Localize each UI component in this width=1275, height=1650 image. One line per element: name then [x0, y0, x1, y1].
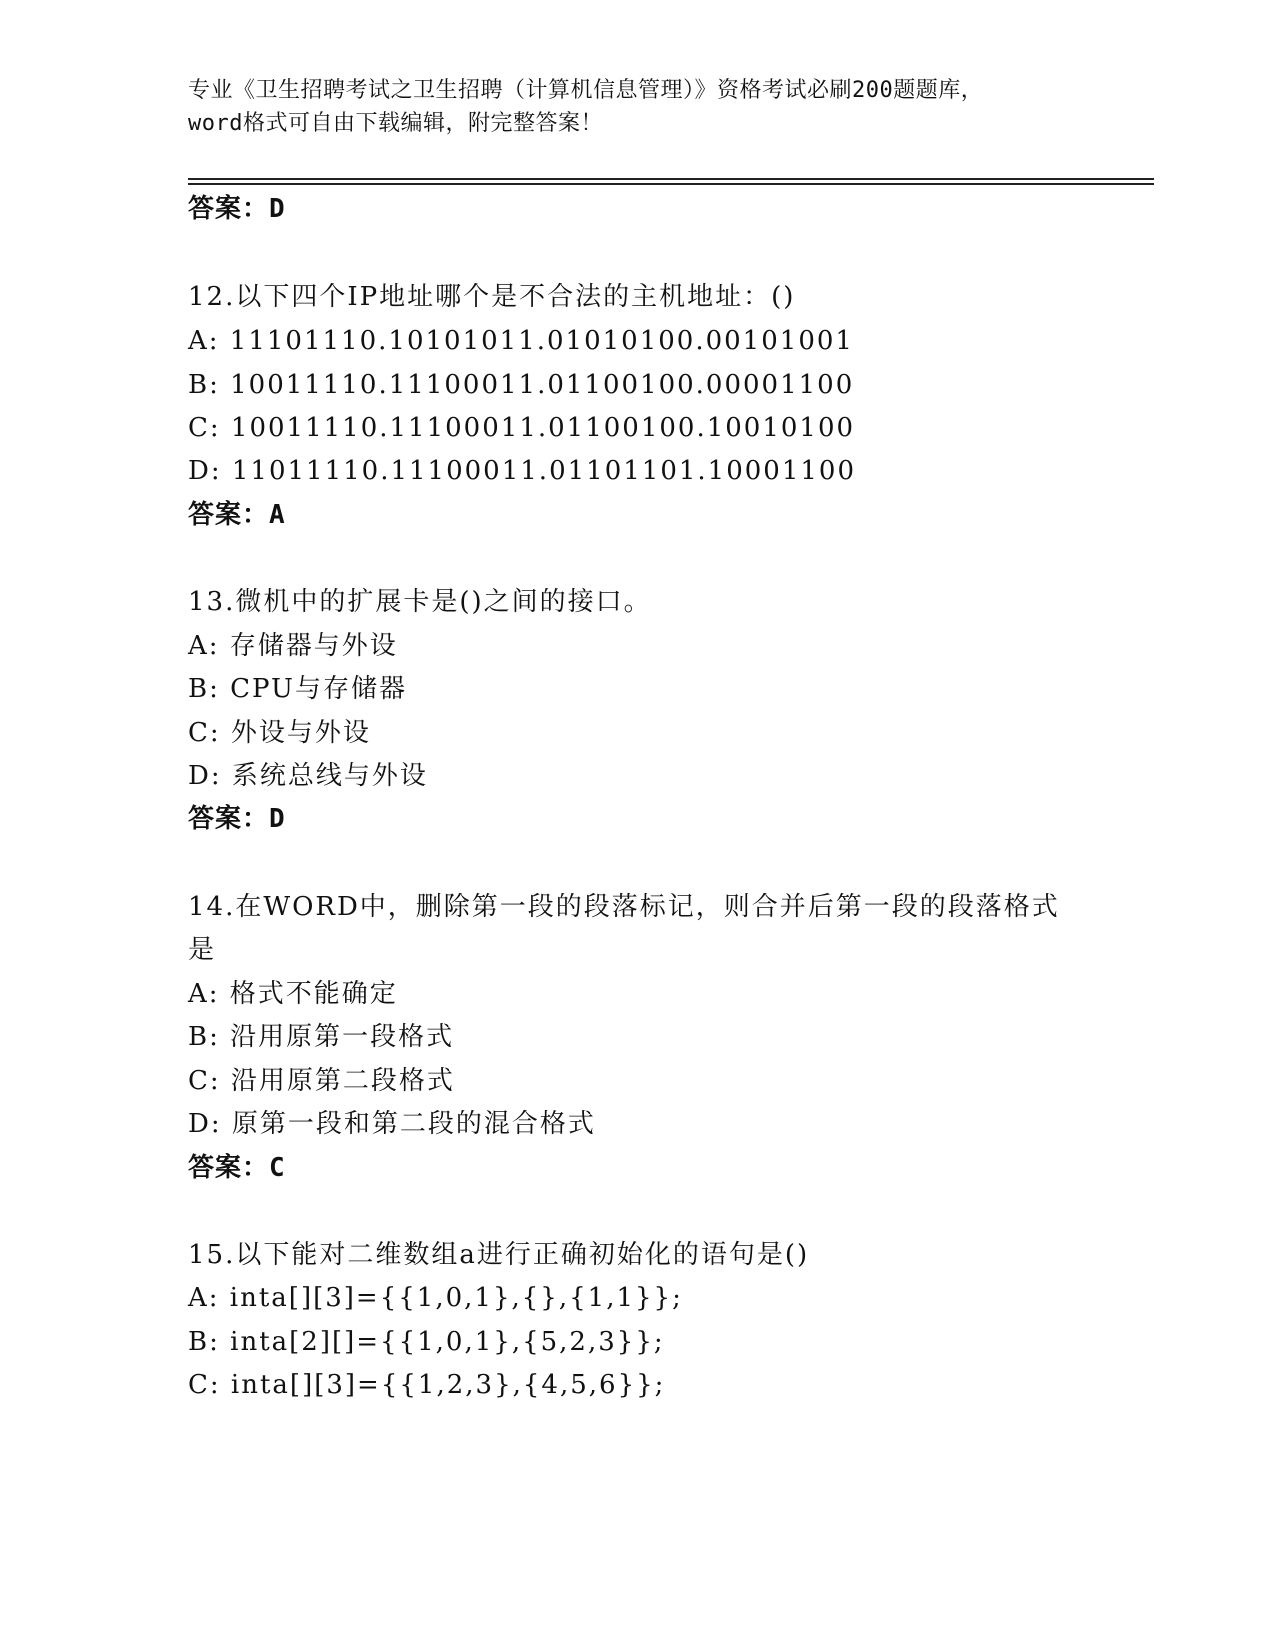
q13-option-c: C: 外设与外设: [188, 718, 371, 748]
q15-option-a: A: inta[][3]={{1,0,1},{},{1,1}};: [188, 1283, 683, 1313]
q12-answer: 答案：A: [188, 500, 286, 530]
header-rule-bottom: [188, 183, 1154, 185]
q13-stem: 13.微机中的扩展卡是()之间的接口。: [188, 587, 652, 617]
q13-option-b: B: CPU与存储器: [188, 674, 407, 704]
q15-option-c: C: inta[][3]={{1,2,3},{4,5,6}};: [188, 1370, 666, 1400]
q14-stem-line-1: 14.在WORD中，删除第一段的段落标记，则合并后第一段的段落格式: [188, 892, 1060, 922]
q13-option-d: D: 系统总线与外设: [188, 761, 428, 791]
q13-answer: 答案：D: [188, 804, 286, 834]
q15-stem: 15.以下能对二维数组a进行正确初始化的语句是(): [188, 1240, 810, 1270]
q12-option-a: A: 11101110.10101011.01010100.00101001: [188, 326, 854, 356]
q12-stem: 12.以下四个IP地址哪个是不合法的主机地址：(): [188, 282, 796, 312]
q11-answer: 答案：D: [188, 194, 286, 224]
q14-option-d: D: 原第一段和第二段的混合格式: [188, 1109, 596, 1139]
header-line-1: 专业《卫生招聘考试之卫生招聘（计算机信息管理）》资格考试必刷200题题库，: [188, 78, 984, 103]
q12-option-c: C: 10011110.11100011.01100100.10010100: [188, 413, 856, 443]
header-line-2: word格式可自由下载编辑，附完整答案！: [188, 111, 603, 136]
q15-option-b: B: inta[2][]={{1,0,1},{5,2,3}};: [188, 1327, 665, 1357]
document-header: [188, 74, 1088, 140]
q12-option-b: B: 10011110.11100011.01100100.00001100: [188, 370, 855, 400]
q14-option-b: B: 沿用原第一段格式: [188, 1022, 455, 1052]
header-rule-top: [188, 178, 1154, 180]
q13-option-a: A: 存储器与外设: [188, 631, 398, 661]
q14-stem-line-2: 是: [188, 935, 217, 965]
q14-option-c: C: 沿用原第二段格式: [188, 1066, 455, 1096]
q14-option-a: A: 格式不能确定: [188, 979, 398, 1009]
q14-answer: 答案：C: [188, 1153, 286, 1183]
q12-option-d: D: 11011110.11100011.01101101.10001100: [188, 456, 857, 486]
